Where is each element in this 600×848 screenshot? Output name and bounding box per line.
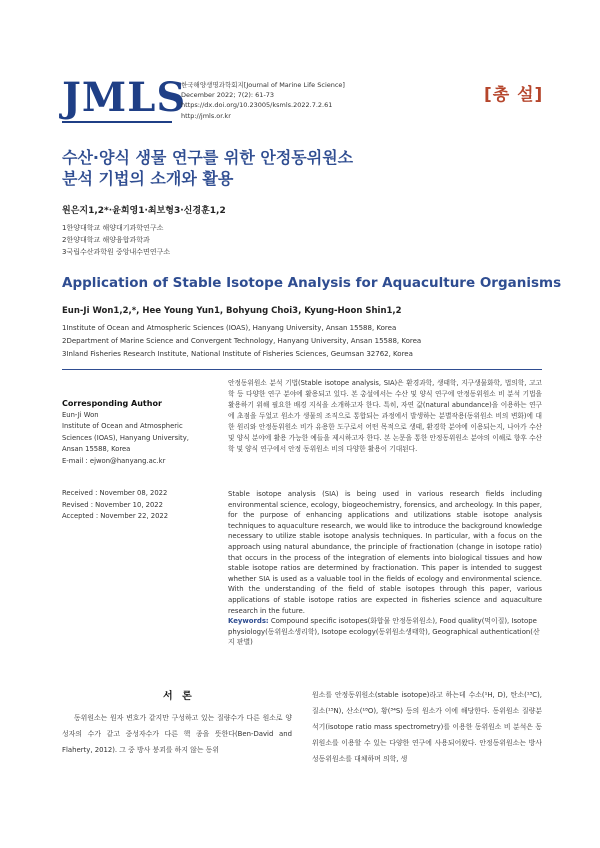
korean-title-line2: 분석 기법의 소개와 활용 bbox=[62, 169, 234, 188]
keywords-list: Compound specific isotopes(화합물 안정동위원소), Food quality(먹이질), Isotope physiology(동위원소생리학), Isotope ecology(동위원소생태학), Geographical authentication(산지 판별) bbox=[228, 617, 540, 647]
section-divider bbox=[62, 369, 542, 370]
intro-column-2: 원소를 안정동위원소(stable isotope)라고 하는데 수소(¹H, D), 탄소(¹³C), 질소(¹⁵N), 산소(¹⁸O), 황(³⁴S) 등의 원소가 이에 해당한다. 동위원소 질량분석기(isotope ratio mass spectrometry)를 이용한 동위원소 비 분석은 동위원소를 이용할 수 있는 다양한 연구에 사용되어왔다. 안정동위원소는 방사성동위원소를 대체하며 의학, 생 bbox=[312, 691, 542, 763]
korean-affiliations bbox=[62, 222, 170, 258]
english-title: Application of Stable Isotope Analysis for Aquaculture Organisms bbox=[62, 275, 562, 291]
date-received: Received : November 08, 2022 bbox=[62, 489, 168, 497]
corresponding-inst-1: Institute of Ocean and Atmospheric bbox=[62, 422, 183, 430]
journal-doi[interactable]: https://dx.doi.org/10.23005/ksmls.2022.7.2.61 bbox=[181, 101, 333, 110]
korean-affil-2: 2한양대학교 해양융합과학과 bbox=[62, 236, 150, 244]
intro-column-1 bbox=[62, 710, 292, 758]
article-category: [총 설] bbox=[484, 85, 544, 105]
journal-issue: December 2022; 7(2): 61-73 bbox=[181, 91, 275, 100]
english-affil-3: 3Inland Fisheries Research Institute, National Institute of Fisheries Sciences, Geumsan 32762, Korea bbox=[62, 350, 413, 358]
corresponding-inst-3: Ansan 15588, Korea bbox=[62, 445, 131, 453]
english-affil-1: 1Institute of Ocean and Atmospheric Sciences (IOAS), Hanyang University, Ansan 15588, Korea bbox=[62, 324, 397, 332]
korean-affil-3: 3국립수산과학원 중앙내수면연구소 bbox=[62, 248, 171, 256]
korean-authors: 원은지1,2*·윤희영1·최보형3·신경훈1,2 bbox=[62, 206, 226, 216]
intro-heading: 서 론 bbox=[163, 691, 195, 702]
abstract-english: Stable isotope analysis (SIA) is being used in various research fields including environmental science, ecology, biogeochemistry, forensics, and archeology. In this paper, for the purpose of enhancing applications and utilizations stable isotope analysis techniques to aquaculture research, we would like to introduce the background knowledge necessary to utilize stable isotope analysis techniques. In particular, with a focus on the approach using natural abundance, the principle of fractionation (change in isotope ratio) that occurs in the process of the integration of elements into biological tissues and how stable isotope ratios are determined by fractionation. This paper is intended to suggest whether SIA is used as a valuable tool in the fields of ecology and environmental science. With the understanding of the field of stable isotopes through this paper, various applications of stable isotope ratios are expected in fisheries science and aquaculture research in the future. bbox=[228, 490, 542, 615]
journal-name: 한국해양생명과학회지[Journal of Marine Life Science] bbox=[181, 81, 345, 89]
corresponding-email[interactable]: E-mail : ejwon@hanyang.ac.kr bbox=[62, 456, 166, 465]
korean-title-line1: 수산·양식 생물 연구를 위한 안정동위원소 bbox=[62, 148, 354, 167]
corresponding-inst-2: Sciences (IOAS), Hanyang University, bbox=[62, 433, 189, 442]
english-affil-2: 2Department of Marine Science and Convergent Technology, Hanyang University, Ansan 15588, Korea bbox=[62, 337, 422, 345]
english-authors: Eun-Ji Won1,2,*, Hee Young Yun1, Bohyung Choi3, Kyung-Hoon Shin1,2 bbox=[62, 306, 402, 316]
corresponding-heading: Corresponding Author bbox=[62, 399, 162, 408]
article-dates bbox=[62, 488, 168, 523]
journal-url[interactable]: http://jmls.or.kr bbox=[181, 111, 231, 120]
korean-title bbox=[62, 147, 353, 189]
logo-underline bbox=[62, 121, 172, 123]
corresponding-author bbox=[62, 398, 212, 467]
date-accepted: Accepted : November 22, 2022 bbox=[62, 512, 169, 520]
date-revised: Revised : November 10, 2022 bbox=[62, 500, 163, 509]
korean-affil-1: 1한양대학교 해양대기과학연구소 bbox=[62, 224, 164, 232]
journal-logo: JMLS bbox=[62, 74, 187, 121]
keywords bbox=[228, 616, 542, 648]
english-affiliations bbox=[62, 322, 421, 361]
intro-paragraph-1: 동위원소는 원자 변호가 같지만 구성하고 있는 질량수가 다른 원소로 양성자의 수가 같고 중성자수가 다른 핵 종을 뜻한다(Ben-David and Flaherty, 2012). 그 중 방사 붕괴를 하지 않는 동위 bbox=[62, 714, 292, 754]
abstract-korean: 안정동위원소 분석 기법(Stable isotope analysis, SIA)은 환경과학, 생태학, 지구생물화학, 법의학, 고고학 등 다양한 연구 분야에 활용되고 있다. 본 총설에서는 수산 및 양식 연구에 안정동위원소 비 분석 기법을 활용하기 위해 필요한 배경 지식을 소개하고자 한다. 특히, 자연 값(natural abundance)을 이용하는 연구에 초점을 두었고 원소가 생물의 조직으로 통합되는 과정에서 발생하는 분별작용(동위원소 비의 변화)에 대한 원리와 안정동위원소 비가 유용한 도구로서 어떤 목적으로 생태, 환경학 분야에 이용되는지, 나아가 수산 및 양식 분야에 활용 가능한 예들을 제시하고자 한다. 본 논문을 통한 안정동위원소 분야의 이해로 향후 수산학 및 양식 연구에서 안정 동위원소 비의 다양한 활용이 기대된다. bbox=[228, 379, 542, 453]
corresponding-name: Eun-Ji Won bbox=[62, 410, 99, 419]
journal-info bbox=[181, 80, 345, 121]
keywords-label: Keywords: bbox=[228, 617, 269, 625]
